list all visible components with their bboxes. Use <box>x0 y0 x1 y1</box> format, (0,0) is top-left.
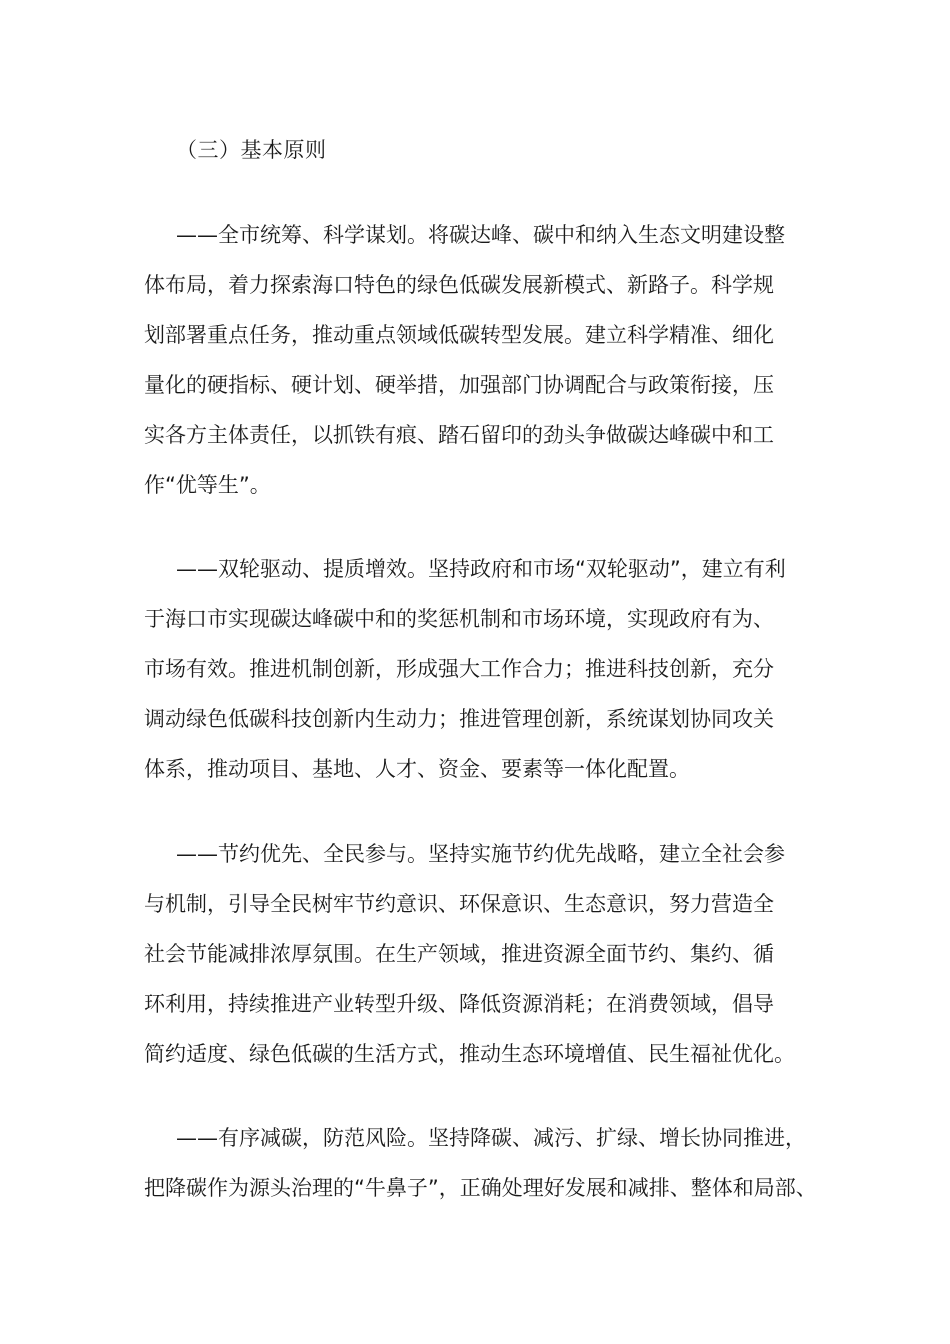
paragraph-conservation-first <box>144 829 834 1079</box>
paragraph-line: 与机制，引导全民树牢节约意识、环保意识、生态意识，努力营造全 <box>144 892 774 916</box>
paragraph-line: 社会节能减排浓厚氛围。在生产领域，推进资源全面节约、集约、循 <box>144 942 774 966</box>
paragraph-line: 实各方主体责任，以抓铁有痕、踏石留印的劲头争做碳达峰碳中和工 <box>144 423 774 447</box>
paragraph-dual-drive <box>144 544 834 794</box>
paragraph-line: 市场有效。推进机制创新，形成强大工作合力；推进科技创新，充分 <box>144 657 774 681</box>
section-heading: （三）基本原则 <box>176 138 327 162</box>
paragraph-line: 简约适度、绿色低碳的生活方式，推动生态环境增值、民生福祉优化。 <box>144 1042 795 1066</box>
paragraph-overall-planning <box>144 210 834 510</box>
paragraph-line: 作“优等生”。 <box>144 473 271 497</box>
paragraph-line: ——节约优先、全民参与。坚持实施节约优先战略，建立全社会参 <box>176 842 785 866</box>
paragraph-line: 体布局，着力探索海口特色的绿色低碳发展新模式、新路子。科学规 <box>144 273 774 297</box>
paragraph-line: ——有序减碳，防范风险。坚持降碳、减污、扩绿、增长协同推进， <box>176 1126 806 1150</box>
paragraph-line: 于海口市实现碳达峰碳中和的奖惩机制和市场环境，实现政府有为、 <box>144 607 774 631</box>
paragraph-line: 划部署重点任务，推动重点领域低碳转型发展。建立科学精准、细化 <box>144 323 774 347</box>
paragraph-line: 环利用，持续推进产业转型升级、降低资源消耗；在消费领域，倡导 <box>144 992 774 1016</box>
paragraph-line: ——全市统筹、科学谋划。将碳达峰、碳中和纳入生态文明建设整 <box>176 223 785 247</box>
paragraph-line: ——双轮驱动、提质增效。坚持政府和市场“双轮驱动”，建立有利 <box>176 557 786 581</box>
paragraph-line: 体系，推动项目、基地、人才、资金、要素等一体化配置。 <box>144 757 690 781</box>
paragraph-line: 量化的硬指标、硬计划、硬举措，加强部门协调配合与政策衔接，压 <box>144 373 774 397</box>
paragraph-line: 调动绿色低碳科技创新内生动力；推进管理创新，系统谋划协同攻关 <box>144 707 774 731</box>
paragraph-orderly-reduction <box>144 1113 834 1213</box>
paragraph-line: 把降碳作为源头治理的“牛鼻子”，正确处理好发展和减排、整体和局部、 <box>144 1176 817 1200</box>
